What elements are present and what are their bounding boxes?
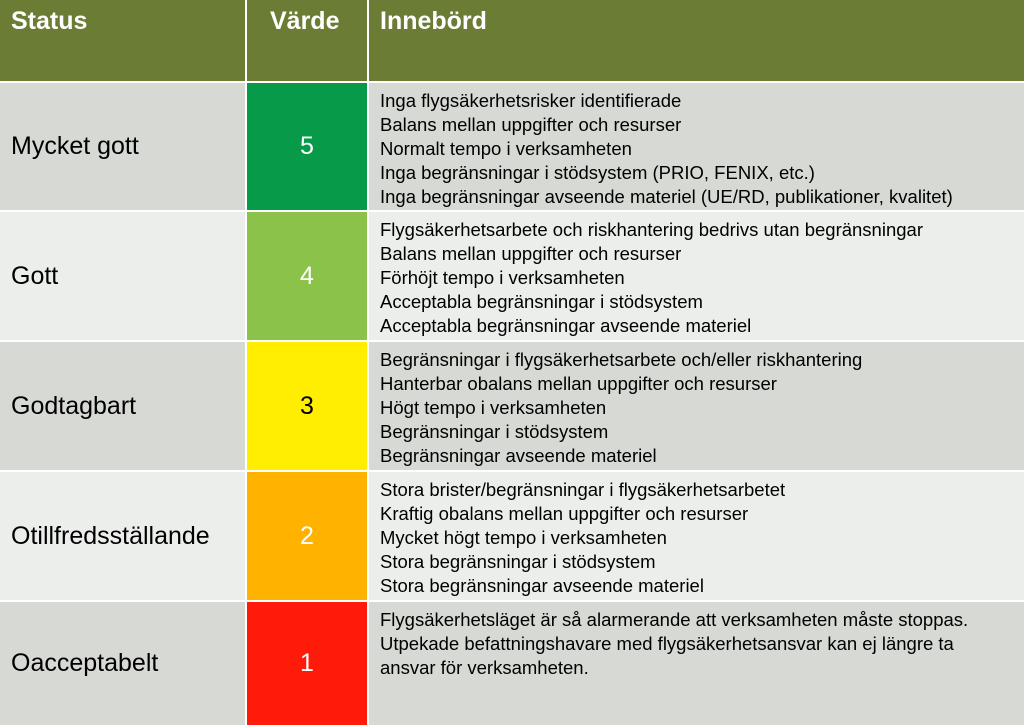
header-meaning: Innebörd [369,0,1024,81]
row-status: Mycket gott [0,83,245,210]
description-line: Kraftig obalans mellan uppgifter och resurser [380,503,749,524]
description-line: Flygsäkerhetsläget är så alarmerande att verksamheten måste stoppas. [380,609,969,630]
description-line: Utpekade befattningshavare med flygsäkerhetsansvar kan ej längre ta [380,633,954,654]
description-line: Flygsäkerhetsarbete och riskhantering bedrivs utan begränsningar [380,219,923,240]
header-status: Status [0,0,245,81]
description-line: Begränsningar avseende materiel [380,445,657,466]
description-line: Begränsningar i flygsäkerhetsarbete och/eller riskhantering [380,349,863,370]
description-line: Högt tempo i verksamheten [380,397,607,418]
description-line: Stora begränsningar i stödsystem [380,551,656,572]
description-line: Inga begränsningar i stödsystem (PRIO, FENIX, etc.) [380,162,815,183]
description-line: Balans mellan uppgifter och resurser [380,243,682,264]
row-value: 1 [247,602,367,725]
row-value: 3 [247,342,367,470]
row-description [369,83,1024,210]
row-description [369,212,1024,340]
description-line: Begränsningar i stödsystem [380,421,609,442]
description-line: Stora begränsningar avseende materiel [380,575,704,596]
description-line: Inga begränsningar avseende materiel (UE/RD, publikationer, kvalitet) [380,186,953,207]
row-description [369,472,1024,600]
description-line: ansvar för verksamheten. [380,657,589,678]
description-line: Acceptabla begränsningar avseende materiel [380,315,752,336]
row-value: 2 [247,472,367,600]
description-line: Acceptabla begränsningar i stödsystem [380,291,703,312]
row-status: Godtagbart [0,342,245,470]
description-line: Normalt tempo i verksamheten [380,138,632,159]
description-line: Stora brister/begränsningar i flygsäkerhetsarbetet [380,479,786,500]
description-line: Inga flygsäkerhetsrisker identifierade [380,90,682,111]
row-value: 5 [247,83,367,210]
row-status: Gott [0,212,245,340]
row-description [369,342,1024,470]
row-status: Oacceptabelt [0,602,245,725]
description-line: Mycket högt tempo i verksamheten [380,527,667,548]
header-value: Värde [247,0,367,81]
row-status: Otillfredsställande [0,472,245,600]
row-description [369,602,1024,725]
description-line: Hanterbar obalans mellan uppgifter och resurser [380,373,777,394]
description-line: Förhöjt tempo i verksamheten [380,267,625,288]
row-value: 4 [247,212,367,340]
description-line: Balans mellan uppgifter och resurser [380,114,682,135]
